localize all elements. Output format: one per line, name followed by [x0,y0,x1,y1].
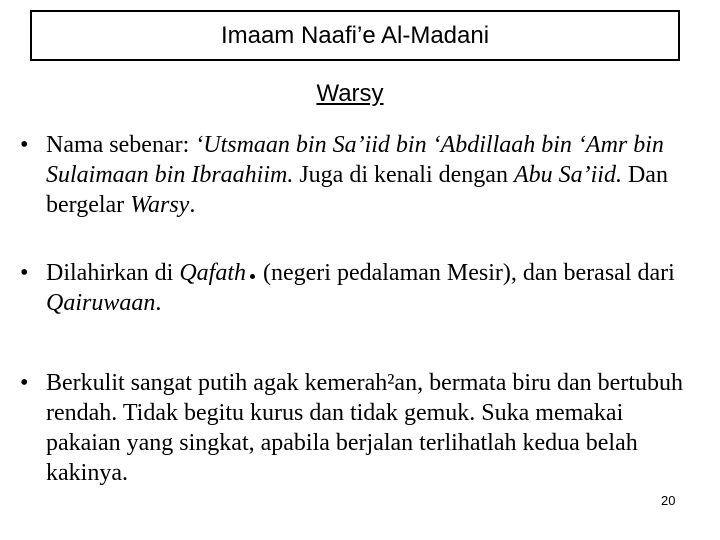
bullet-marker: • [20,132,29,158]
kunyah-text: Abu Sa’iid. [513,162,622,188]
bullet-text: . [155,290,162,316]
dot-mark [250,274,255,279]
page-number: 20 [661,493,676,508]
bullet-list-3 [20,368,700,488]
bullet-marker: • [20,260,29,286]
bullet-text: Dan bergelar [46,162,668,218]
bullet-text: (negeri pedalaman Mesir), dan berasal dari [256,260,675,286]
title-name-text: Warsy [130,192,190,218]
slide-title: Imaam Naafi’e Al-Madani [220,21,490,49]
title-box [30,10,680,61]
place-name-text: Qafath [179,260,246,286]
bullet-item-name [20,130,700,220]
bullet-text: Nama sebenar: [46,132,196,158]
bullet-text: Juga di kenali dengan [293,162,514,188]
slide-subtitle [0,82,700,106]
bullet-list-1 [20,130,700,220]
bullet-list-2 [20,258,700,318]
bullet-text: Berkulit sangat putih agak kemerah²an, bermata biru dan bertubuh rendah. Tidak begitu kurus dan tidak gemuk. Suka memakai pakaian yang singkat, apabila berjalan terlihatlah kedua belah kakinya. [46,370,683,486]
subtitle-text: Warsy [316,80,384,107]
full-name-text: ‘Utsmaan bin Sa’iid bin ‘Abdillaah bin ‘Amr bin Sulaimaan bin Ibraahiim. [46,132,664,188]
bullet-text: Dilahirkan di [46,260,180,286]
bullet-item-birthplace [20,258,700,318]
bullet-marker: • [20,370,29,396]
bullet-item-appearance [20,368,700,488]
bullet-text: . [189,192,196,218]
place-name-text: Qairuwaan [46,290,156,316]
